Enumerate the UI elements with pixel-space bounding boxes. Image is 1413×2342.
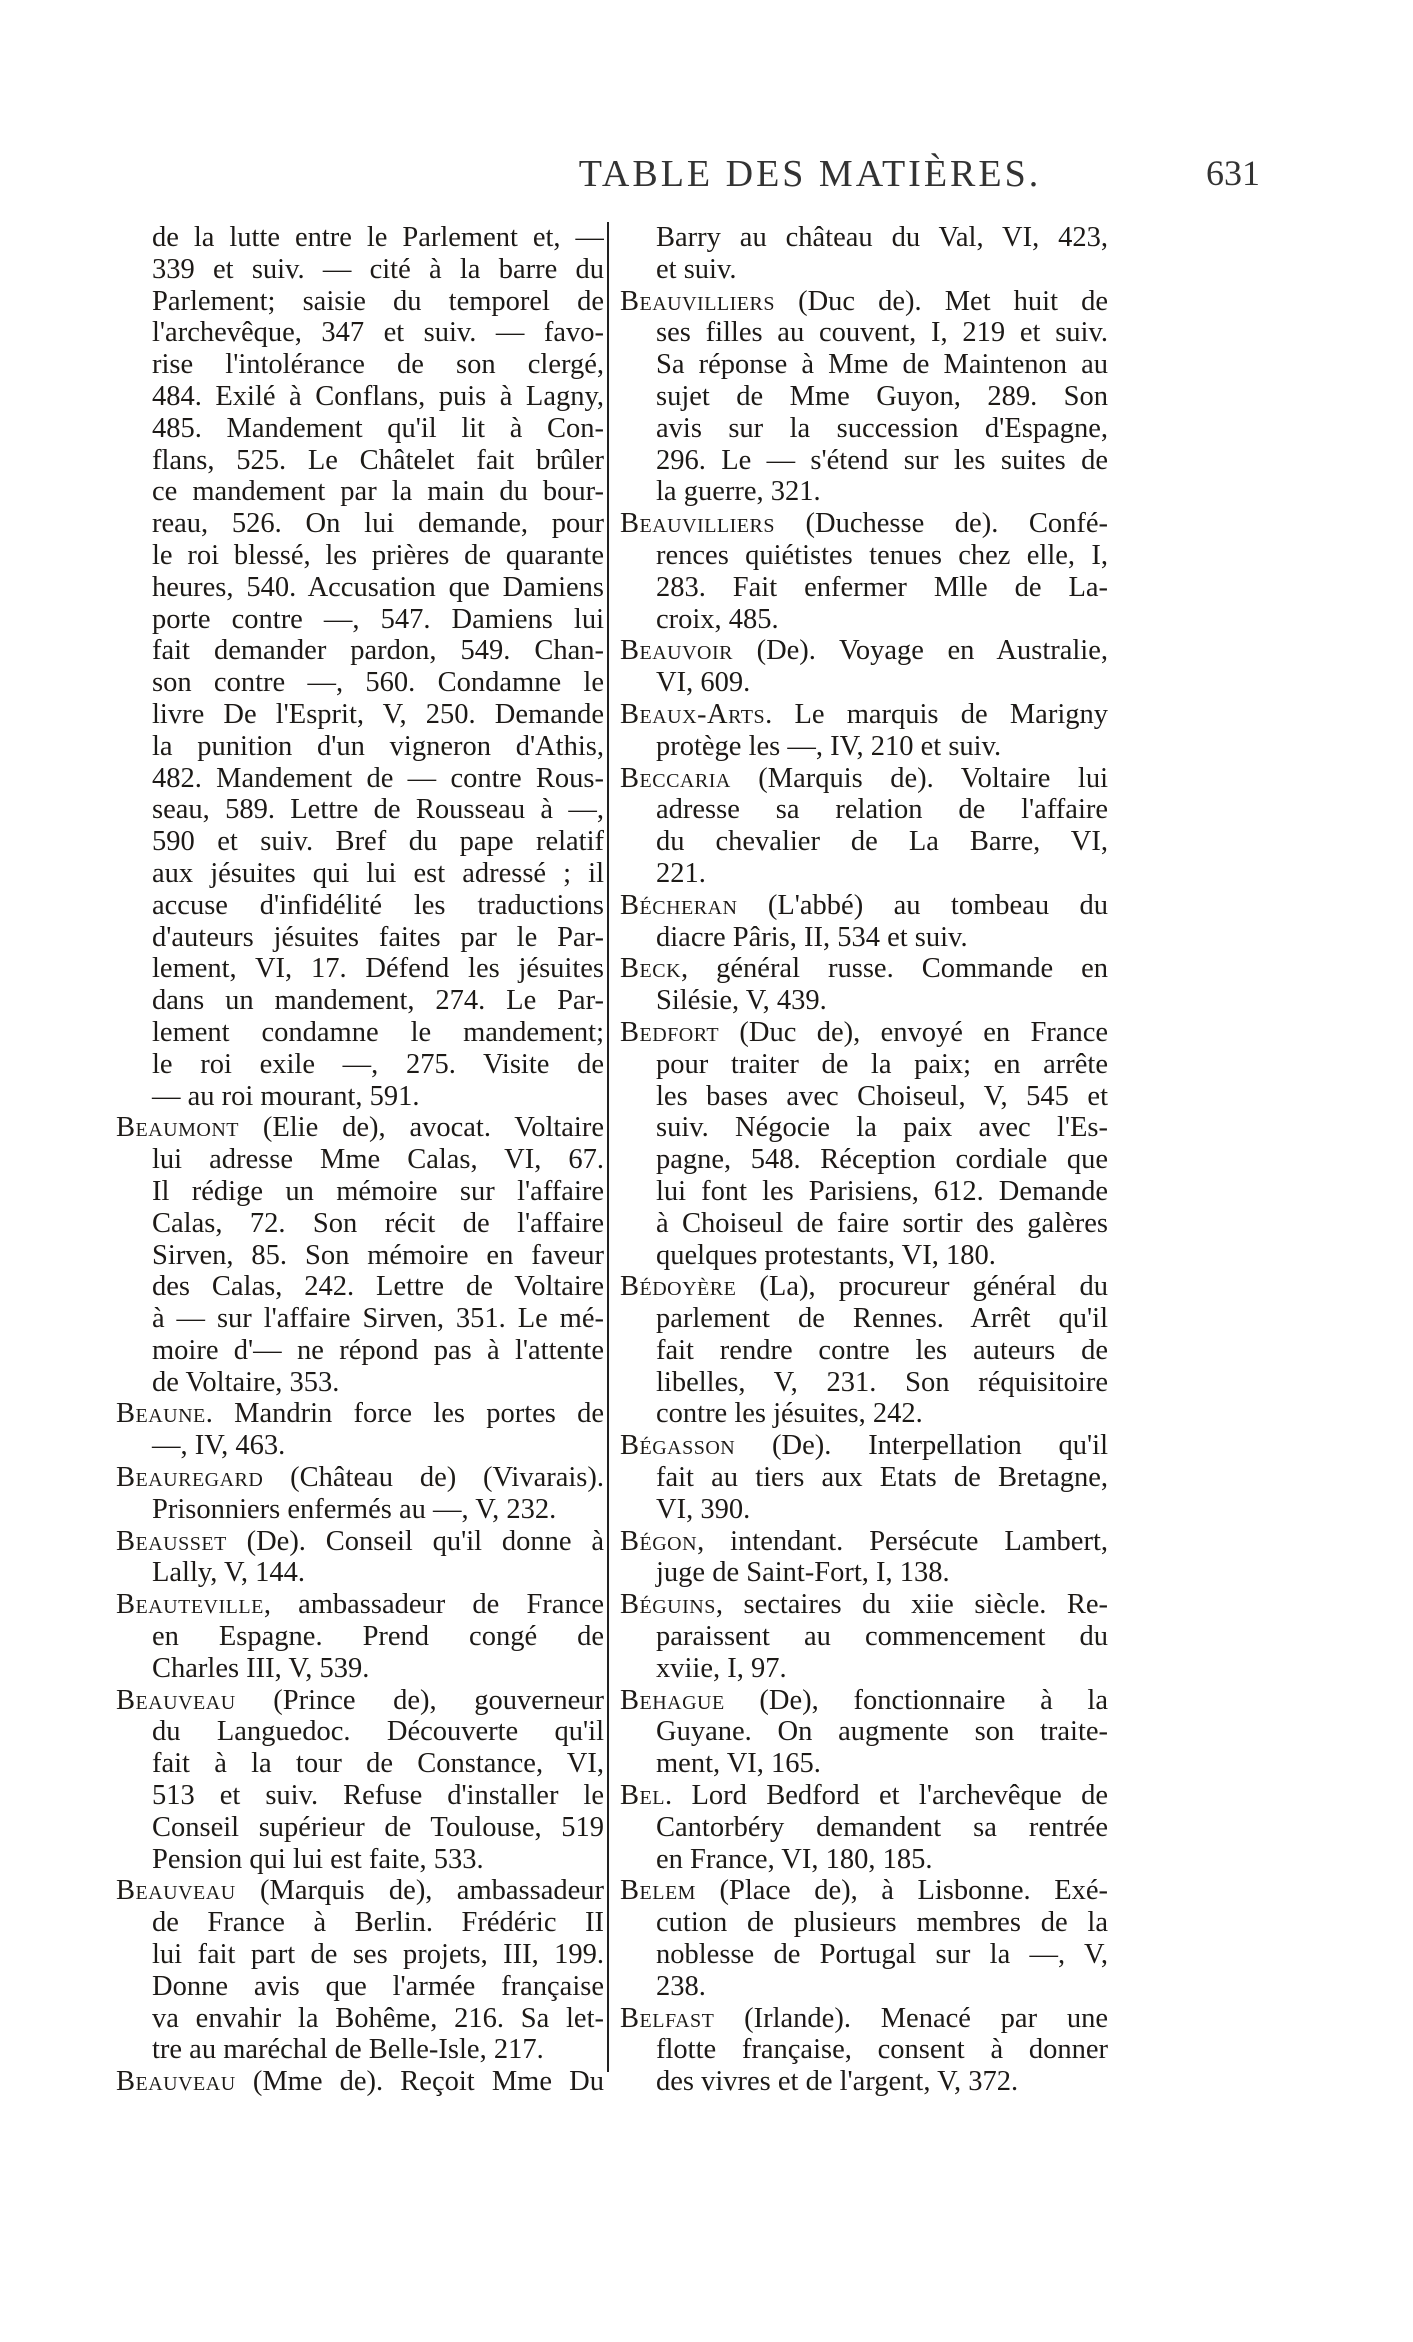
entry-text: le roi exile —, 275. Visite de [152,1048,604,1080]
entry-text: diacre Pâris, II, 534 et suiv. [656,921,968,953]
entry-text: (Prince de), gouverneur [235,1684,604,1716]
index-entry-heading-line [116,2066,604,2098]
entry-text: reau, 526. On lui demande, pour [152,508,604,540]
entry-text: 484. Exilé à Conflans, puis à Lagny, [152,380,604,412]
entry-name: Beauvilliers [620,285,775,317]
entry-text: Lally, V, 144. [152,1557,306,1589]
index-entry-heading-line [620,890,1108,922]
index-entry-text-line [620,1144,1108,1176]
index-entry-text-line [620,445,1108,477]
entry-text: à Choiseul de faire sortir des galères [656,1207,1108,1239]
index-entry-text-line [620,1557,1108,1589]
index-entry-heading-line [116,1589,604,1621]
entry-text: rise l'intolérance de son clergé, [152,349,604,381]
entry-text: lui font les Parisiens, 612. Demande [656,1175,1108,1207]
entry-text: —, IV, 463. [152,1430,286,1462]
entry-text: à — sur l'affaire Sirven, 351. Le mé- [152,1303,604,1335]
index-entry-text-line [620,476,1108,508]
entry-text: avis sur la succession d'Espagne, [656,412,1108,444]
entry-name: Bégon [620,1525,698,1557]
entry-text: flotte française, consent à donner [656,2034,1108,2066]
entry-text: , sectaires du xiie siècle. Re- [715,1589,1108,1621]
index-entry-text-line [116,1971,604,2003]
entry-name: Beaux-Arts [620,698,766,730]
index-entry-heading-line [620,635,1108,667]
index-entry-text-line [116,858,604,890]
index-entry-text-line [620,254,1108,286]
entry-text: 221. [656,857,706,889]
entry-text: 296. Le — s'étend sur les suites de [656,444,1108,476]
index-entry-text-line [116,763,604,795]
index-entry-text-line [116,922,604,954]
index-entry-text-line [116,1240,604,1272]
index-entry-text-line [116,476,604,508]
entry-text: seau, 589. Lettre de Rousseau à —, [152,794,604,826]
page-header [400,152,1260,200]
index-entry-text-line [116,1844,604,1876]
index-entry-text-line [116,540,604,572]
entry-text: du Languedoc. Découverte qu'il [152,1716,604,1748]
index-entry-text-line [116,794,604,826]
entry-text: fait à la tour de Constance, VI, [152,1748,604,1780]
index-entry-text-line [620,1081,1108,1113]
index-entry-heading-line [620,1526,1108,1558]
entry-text: , ambassadeur de France [263,1589,604,1621]
entry-text: Cantorbéry demandent sa rentrée [656,1811,1108,1843]
entry-text: moire d'— ne répond pas à l'attente [152,1334,604,1366]
index-entry-text-line [116,1716,604,1748]
index-entry-text-line [620,1462,1108,1494]
entry-text: cution de plusieurs membres de la [656,1907,1108,1939]
entry-name: Bégasson [620,1430,736,1462]
entry-text: libelles, V, 231. Son réquisitoire [656,1366,1108,1398]
index-entry-text-line [620,1335,1108,1367]
index-entry-heading-line [116,1875,604,1907]
entry-name: Bel [620,1780,665,1812]
index-entry-text-line [620,858,1108,890]
entry-text: (De). Conseil qu'il donne à [226,1525,604,1557]
index-entry-text-line [116,604,604,636]
index-entry-text-line [620,1176,1108,1208]
index-entry-text-line [620,2066,1108,2098]
entry-text: de Voltaire, 353. [152,1366,340,1398]
entry-text: (Mme de). Reçoit Mme Du [235,2066,604,2098]
index-entry-text-line [620,1398,1108,1430]
entry-name: Belem [620,1875,696,1907]
index-entry-text-line [620,1812,1108,1844]
index-entry-text-line [116,572,604,604]
index-entry-text-line [620,381,1108,413]
entry-text: quelques protestants, VI, 180. [656,1239,996,1271]
entry-text: (De). Interpellation qu'il [735,1430,1108,1462]
index-entry-text-line [620,1971,1108,2003]
index-entry-text-line [116,1780,604,1812]
entry-text: en France, VI, 180, 185. [656,1843,933,1875]
index-entry-text-line [116,890,604,922]
index-entry-text-line [620,1716,1108,1748]
index-entry-text-line [620,1208,1108,1240]
index-entry-text-line [620,985,1108,1017]
index-entry-heading-line [116,1526,604,1558]
index-entry-heading-line [620,1780,1108,1812]
entry-text: Conseil supérieur de Toulouse, 519 [152,1811,604,1843]
entry-text: 485. Mandement qu'il lit à Con- [152,412,604,444]
index-entry-text-line [620,922,1108,954]
entry-name: Beauvoir [620,635,733,667]
entry-text: des Calas, 242. Lettre de Voltaire [152,1271,604,1303]
index-entry-text-line [116,1494,604,1526]
index-entry-text-line [116,381,604,413]
index-entry-text-line [620,731,1108,763]
entry-text: la punition d'un vigneron d'Athis, [152,730,604,762]
entry-text: (La), procureur général du [736,1271,1108,1303]
entry-name: Beauveau [116,1684,236,1716]
entry-text: livre De l'Esprit, V, 250. Demande [152,698,604,730]
index-entry-heading-line [620,286,1108,318]
index-entry-text-line [116,1144,604,1176]
index-entry-text-line [116,1367,604,1399]
entry-text: . Le marquis de Marigny [765,698,1108,730]
entry-text: ses filles au couvent, I, 219 et suiv. [656,317,1108,349]
entry-text: 590 et suiv. Bref du pape relatif [152,826,604,858]
entry-text: xviie, I, 97. [656,1652,787,1684]
entry-text: . Lord Bedford et l'archevêque de [664,1780,1108,1812]
entry-text: (Duchesse de). Confé- [775,508,1108,540]
index-entry-text-line [116,1208,604,1240]
entry-text: 482. Mandement de — contre Rous- [152,762,604,794]
index-entry-text-line [116,1430,604,1462]
index-entry-text-line [620,794,1108,826]
index-entry-heading-line [116,1462,604,1494]
entry-name: Beauveau [116,1875,236,1907]
index-entry-text-line [116,731,604,763]
index-entry-text-line [620,1112,1108,1144]
entry-text: le roi blessé, les prières de quarante [152,539,604,571]
index-entry-text-line [620,826,1108,858]
entry-text: rences quiétistes tenues chez elle, I, [656,539,1108,571]
page-number: 631 [1206,153,1260,193]
index-entry-text-line [620,1303,1108,1335]
entry-text: Pension qui lui est faite, 533. [152,1843,484,1875]
entry-text: adresse sa relation de l'affaire [656,794,1108,826]
index-entry-text-line [620,1907,1108,1939]
entry-text: — au roi mourant, 591. [152,1080,420,1112]
index-entry-heading-line [116,1398,604,1430]
index-entry-heading-line [116,1685,604,1717]
entry-text: 513 et suiv. Refuse d'installer le [152,1780,604,1812]
entry-text: (Duc de), envoyé en France [719,1016,1108,1048]
index-entry-text-line [116,1049,604,1081]
index-entry-text-line [116,254,604,286]
entry-text: pagne, 548. Réception cordiale que [656,1144,1108,1176]
index-entry-heading-line [620,1430,1108,1462]
entry-text: flans, 525. Le Châtelet fait brûler [152,444,604,476]
column-divider [607,222,609,2072]
entry-text: Charles III, V, 539. [152,1652,370,1684]
index-entry-text-line [620,1748,1108,1780]
index-entry-text-line [620,317,1108,349]
index-entry-text-line [116,1081,604,1113]
index-entry-heading-line [620,1589,1108,1621]
entry-text: son contre —, 560. Condamne le [152,667,604,699]
entry-text: VI, 390. [656,1493,751,1525]
entry-text: Barry au château du Val, VI, 423, [656,222,1108,253]
entry-text: noblesse de Portugal sur la —, V, [656,1939,1108,1971]
entry-name: Beaumont [116,1112,239,1144]
entry-text: Sa réponse à Mme de Maintenon au [656,349,1108,381]
index-entry-text-line [116,1939,604,1971]
entry-text: aux jésuites qui lui est adressé ; il [152,857,604,889]
index-entry-heading-line [620,1685,1108,1717]
index-entry-heading-line [620,1875,1108,1907]
entry-text: (Marquis de). Voltaire lui [730,762,1108,794]
index-entry-heading-line [620,508,1108,540]
entry-name: Beauregard [116,1462,264,1494]
index-entry-text-line [620,540,1108,572]
index-entry-text-line [116,413,604,445]
index-entry-text-line [116,2003,604,2035]
entry-text: lui adresse Mme Calas, VI, 67. [152,1144,604,1176]
entry-name: Beauteville [116,1589,264,1621]
entry-text: (De), fonctionnaire à la [724,1684,1108,1716]
entry-text: (Place de), à Lisbonne. Exé- [695,1875,1108,1907]
entry-text: (De). Voyage en Australie, [733,635,1108,667]
index-entry-text-line [116,699,604,731]
entry-text: lement, VI, 17. Défend les jésuites [152,953,604,985]
entry-name: Bécheran [620,889,738,921]
entry-text: 283. Fait enfermer Mlle de La- [656,571,1108,603]
index-entry-text-line [620,667,1108,699]
entry-text: et suiv. [656,253,737,285]
index-entry-heading-line [620,1271,1108,1303]
entry-text: (Irlande). Menacé par une [714,2002,1108,2034]
entry-text: des vivres et de l'argent, V, 372. [656,2066,1019,2098]
entry-name: Beauvilliers [620,508,775,540]
index-entry-text-line [620,222,1108,254]
entry-name: Béguins [620,1589,716,1621]
entry-text: croix, 485. [656,603,779,635]
entry-name: Beck [620,953,682,985]
entry-text: suiv. Négocie la paix avec l'Es- [656,1112,1108,1144]
entry-text: Calas, 72. Son récit de l'affaire [152,1207,604,1239]
entry-text: dans un mandement, 274. Le Par- [152,985,604,1017]
entry-text: de France à Berlin. Frédéric II [152,1907,604,1939]
entry-text: (Château de) (Vivarais). [263,1462,604,1494]
index-entry-text-line [116,1621,604,1653]
entry-text: ce mandement par la main du bour- [152,476,604,508]
index-entry-text-line [620,1367,1108,1399]
index-entry-text-line [116,1271,604,1303]
entry-name: Beausset [116,1525,227,1557]
index-entry-text-line [116,953,604,985]
entry-text: protège les —, IV, 210 et suiv. [656,730,1002,762]
index-entry-text-line [116,635,604,667]
index-entry-text-line [620,2034,1108,2066]
index-entry-heading-line [620,953,1108,985]
index-entry-heading-line [116,1112,604,1144]
entry-text: (L'abbé) au tombeau du [737,889,1108,921]
index-entry-text-line [116,1748,604,1780]
entry-text: va envahir la Bohême, 216. Sa let- [152,2002,604,2034]
index-entry-text-line [116,1335,604,1367]
entry-text: les bases avec Choiseul, V, 545 et [656,1080,1108,1112]
entry-text: Silésie, V, 439. [656,985,827,1017]
entry-text: 339 et suiv. — cité à la barre du [152,253,604,285]
index-entry-text-line [620,1621,1108,1653]
index-entry-heading-line [620,1017,1108,1049]
index-entry-text-line [116,1907,604,1939]
index-entry-text-line [116,317,604,349]
entry-name: Beauveau [116,2066,236,2098]
entry-name: Beaune [116,1398,206,1430]
index-entry-text-line [116,985,604,1017]
index-entry-heading-line [620,2003,1108,2035]
index-entry-text-line [116,1557,604,1589]
entry-text: Parlement; saisie du temporel de [152,285,604,317]
index-entry-text-line [116,349,604,381]
entry-name: Behague [620,1684,725,1716]
entry-text: parlement de Rennes. Arrêt qu'il [656,1303,1108,1335]
entry-text: la guerre, 321. [656,476,821,508]
index-entry-text-line [116,667,604,699]
entry-name: Bedfort [620,1016,720,1048]
entry-text: (Marquis de), ambassadeur [235,1875,604,1907]
index-entry-text-line [620,413,1108,445]
entry-text: paraissent au commencement du [656,1621,1108,1653]
index-entry-text-line [116,286,604,318]
entry-text: Prisonniers enfermés au —, V, 232. [152,1493,557,1525]
entry-text: de la lutte entre le Parlement et, — [152,222,604,253]
entry-text: (Duc de). Met huit de [775,285,1108,317]
index-entry-text-line [620,572,1108,604]
index-entry-text-line [116,2034,604,2066]
index-entry-heading-line [620,699,1108,731]
index-entry-text-line [116,826,604,858]
entry-text: Sirven, 85. Son mémoire en faveur [152,1239,604,1271]
index-entry-text-line [116,508,604,540]
index-entry-text-line [116,1653,604,1685]
index-entry-text-line [620,604,1108,636]
entry-text: d'auteurs jésuites faites par le Par- [152,921,604,953]
entry-text: fait rendre contre les auteurs de [656,1334,1108,1366]
entry-text: porte contre —, 547. Damiens lui [152,603,604,635]
entry-text: juge de Saint-Fort, I, 138. [656,1557,950,1589]
index-entry-text-line [116,1176,604,1208]
entry-text: . Mandrin force les portes de [205,1398,604,1430]
left-column [116,222,604,2098]
entry-text: , général russe. Commande en [681,953,1108,985]
entry-text: Guyane. On augmente son traite- [656,1716,1108,1748]
entry-name: Bédoyère [620,1271,737,1303]
entry-text: en Espagne. Prend congé de [152,1621,604,1653]
entry-text: fait au tiers aux Etats de Bretagne, [656,1462,1108,1494]
index-entry-text-line [116,1303,604,1335]
entry-text: sujet de Mme Guyon, 289. Son [656,380,1108,412]
entry-text: pour traiter de la paix; en arrête [656,1048,1108,1080]
index-entry-text-line [116,222,604,254]
entry-text: tre au maréchal de Belle-Isle, 217. [152,2034,544,2066]
entry-text: , intendant. Persécute Lambert, [697,1525,1108,1557]
entry-text: heures, 540. Accusation que Damiens [152,571,604,603]
entry-text: l'archevêque, 347 et suiv. — favo- [152,317,604,349]
index-entry-text-line [620,1653,1108,1685]
index-entry-text-line [620,349,1108,381]
entry-text: du chevalier de La Barre, VI, [656,826,1108,858]
index-entry-text-line [620,1240,1108,1272]
index-entry-heading-line [620,763,1108,795]
entry-text: ment, VI, 165. [656,1748,821,1780]
right-column [620,222,1108,2098]
entry-text: VI, 609. [656,667,751,699]
entry-text: lui fait part de ses projets, III, 199. [152,1939,604,1971]
entry-text: accuse d'infidélité les traductions [152,889,604,921]
entry-text: fait demander pardon, 549. Chan- [152,635,604,667]
page-title: TABLE DES MATIÈRES. [578,153,1042,195]
entry-name: Belfast [620,2002,715,2034]
entry-text: Donne avis que l'armée française [152,1970,604,2002]
entry-text: (Elie de), avocat. Voltaire [239,1112,604,1144]
index-entry-text-line [116,1812,604,1844]
entry-text: contre les jésuites, 242. [656,1398,923,1430]
entry-text: lement condamne le mandement; [152,1016,604,1048]
index-entry-text-line [620,1844,1108,1876]
index-entry-text-line [116,1017,604,1049]
index-entry-text-line [620,1939,1108,1971]
entry-text: 238. [656,1970,706,2002]
index-entry-text-line [620,1494,1108,1526]
index-entry-text-line [620,1049,1108,1081]
index-entry-text-line [116,445,604,477]
entry-name: Beccaria [620,762,731,794]
entry-text: Il rédige un mémoire sur l'affaire [152,1175,604,1207]
